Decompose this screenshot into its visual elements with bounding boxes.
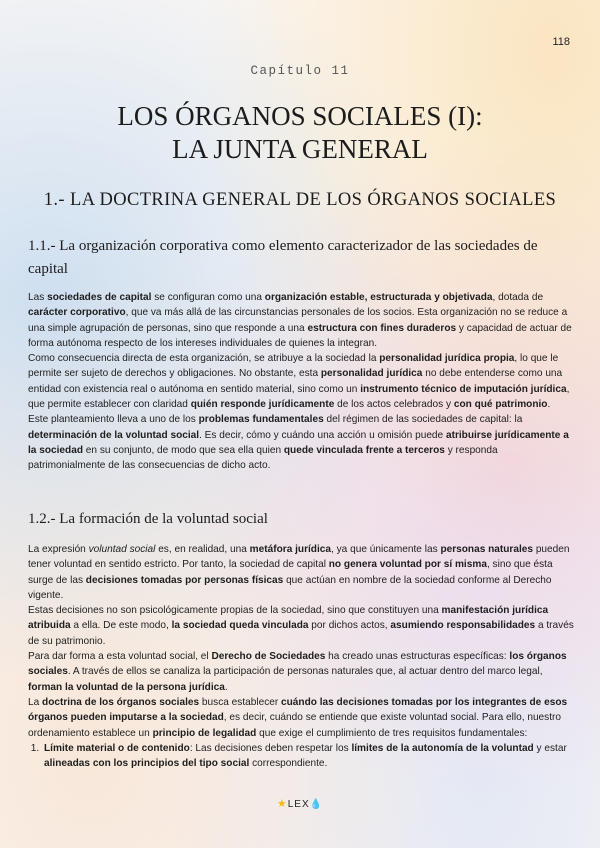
plain-text: , dotada de [492, 292, 544, 303]
bold-text: límites de la autonomía de la voluntad [351, 742, 534, 754]
plain-text: . [224, 681, 228, 693]
paragraph [28, 290, 574, 351]
plain-text: de los actos celebrados y [334, 399, 454, 411]
paragraph [28, 412, 574, 473]
bold-text: carácter corporativo [28, 307, 126, 319]
plain-text: que exige el cumplimiento de tres requisitos fundamentales: [256, 727, 528, 739]
plain-text: por dichos actos, [308, 620, 391, 632]
chapter-title [0, 100, 600, 166]
list-item [42, 741, 574, 772]
plain-text: , que va más allá de las circunstancias personales de los socios. Esta organización no se reduce a una simple agrupación de personas, sino que responde a una [28, 307, 568, 334]
subsection-1-1-body [28, 290, 574, 474]
bold-text: forman la voluntad de la persona jurídica [28, 681, 225, 693]
chapter-label: Capítulo 11 [250, 64, 350, 78]
footer-logo [0, 797, 600, 810]
bold-text: sociedades de capital [47, 292, 152, 303]
section-title: 1.- LA DOCTRINA GENERAL DE LOS ÓRGANOS SOCIALES [43, 190, 557, 210]
bold-text: con qué patrimonio [453, 399, 548, 411]
plain-text: : Las decisiones deben respetar los [189, 742, 352, 754]
requirements-list [28, 741, 574, 772]
plain-text: ha creado unas estructuras específicas: [325, 651, 510, 663]
plain-text: , que permite establecer con claridad [28, 383, 570, 411]
plain-text: y estar [533, 742, 567, 754]
bold-text: cuándo las decisiones tomadas por los integrantes de esos órganos pueden imputarse a la sociedad [28, 696, 568, 724]
plain-text: Este planteamiento lleva a uno de los [28, 414, 199, 426]
plain-text: Como consecuencia directa de esta organización, se atribuye a la sociedad la [28, 353, 380, 365]
bold-text: asumiendo responsabilidades [390, 620, 536, 632]
plain-text: Las [28, 292, 48, 303]
plain-text: a través de su patrimonio. [28, 620, 574, 647]
plain-text: busca establecer [199, 696, 282, 708]
bold-text: Derecho de Sociedades [211, 651, 326, 663]
plain-text: que actúan en nombre de la sociedad conforme al Derecho vigente. [28, 574, 552, 601]
blood-drop-icon: 💧 [309, 799, 324, 810]
plain-text: a ella. De este modo, [70, 620, 172, 632]
bold-text: personas naturales [440, 544, 534, 555]
list-item-text [44, 743, 567, 769]
bold-text: quede vinculada frente a terceros [283, 444, 445, 456]
paragraph [28, 695, 574, 741]
star-icon: ★ [276, 798, 288, 810]
plain-text: no debe entenderse como una entidad con existencia real o autónoma en sentido material, sino como un [28, 368, 563, 395]
page-number: 118 [552, 36, 570, 48]
bold-text: organización estable, estructurada y objetivada [264, 292, 493, 303]
chapter-title-line1: LOS ÓRGANOS SOCIALES (I): [117, 101, 483, 131]
bold-text: manifestación jurídica atribuida [28, 605, 549, 632]
plain-text: y responda patrimonialmente de las consecuencias de dicho acto. [28, 444, 498, 472]
plain-text: correspondiente. [249, 758, 328, 770]
plain-text: , sino que ésta surge de las [28, 559, 553, 586]
bold-text: principio de legalidad [152, 727, 257, 739]
bold-text: estructura con fines duraderos [307, 322, 457, 334]
footer-logo-text: LEX [287, 799, 310, 810]
bold-text: determinación de la voluntad social [28, 429, 200, 441]
chapter-title-line2: LA JUNTA GENERAL [172, 134, 428, 164]
plain-text: La [28, 696, 43, 708]
plain-text: en su conjunto, de modo que sea ella quien [82, 444, 284, 456]
bold-text: la sociedad queda vinculada [171, 620, 309, 632]
paragraph [28, 603, 574, 649]
plain-text: Para dar forma a esta voluntad social, el [28, 651, 212, 663]
subsection-title-1-1: 1.1.- La organización corporativa como elemento caracterizador de las sociedades de capital [28, 238, 538, 277]
plain-text: , lo que le permite ser sujeto de derechos y obligaciones. No obstante, esta [28, 353, 559, 380]
bold-text: los órganos sociales [28, 651, 567, 678]
plain-text: pueden tener voluntad en sentido estricto. Por tanto, la sociedad de capital [28, 544, 570, 571]
italic-text: voluntad social [88, 544, 156, 555]
plain-text: y capacidad de actuar de forma autónoma respecto de los intereses individuales de quienes la integran. [28, 322, 572, 349]
bold-text: decisiones tomadas por personas físicas [85, 574, 284, 586]
plain-text: . Es decir, cómo y cuándo una acción u omisión puede [199, 429, 446, 441]
bold-text: metáfora jurídica [249, 544, 332, 555]
bold-text: alineadas con los principios del tipo social [44, 758, 250, 770]
bold-text: personalidad jurídica propia [379, 353, 515, 365]
plain-text: , ya que únicamente las [331, 544, 441, 555]
plain-text: La expresión [28, 544, 89, 555]
bold-text: atribuirse jurídicamente a la sociedad [28, 429, 569, 456]
bold-text: problemas fundamentales [198, 414, 324, 426]
paragraph [28, 351, 574, 412]
subsection-title-1-2: 1.2.- La formación de la voluntad social [28, 511, 268, 527]
paragraph [28, 649, 574, 695]
subsection-1-2-body [28, 542, 574, 771]
plain-text: es, en realidad, una [155, 544, 250, 555]
plain-text: se configuran como una [151, 292, 265, 303]
plain-text: . A través de ellos se canaliza la participación de personas naturales que, al actuar dentro del marco legal, [67, 666, 543, 678]
bold-text: quién responde jurídicamente [190, 399, 335, 411]
plain-text: Estas decisiones no son psicológicamente propias de la sociedad, sino que constituyen una [28, 605, 442, 617]
bold-text: instrumento técnico de imputación jurídica [360, 383, 567, 395]
plain-text: , es decir, cuándo se entiende que existe voluntad social. Para ello, nuestro ordenamiento establece un [28, 712, 561, 739]
paragraph [28, 542, 574, 603]
bold-text: Límite material o de contenido [44, 742, 190, 754]
plain-text: . [547, 399, 551, 411]
plain-text: del régimen de las sociedades de capital: la [323, 414, 523, 426]
bold-text: doctrina de los órganos sociales [42, 696, 200, 708]
bold-text: personalidad jurídica [320, 368, 423, 380]
bold-text: no genera voluntad por sí misma [328, 559, 487, 571]
